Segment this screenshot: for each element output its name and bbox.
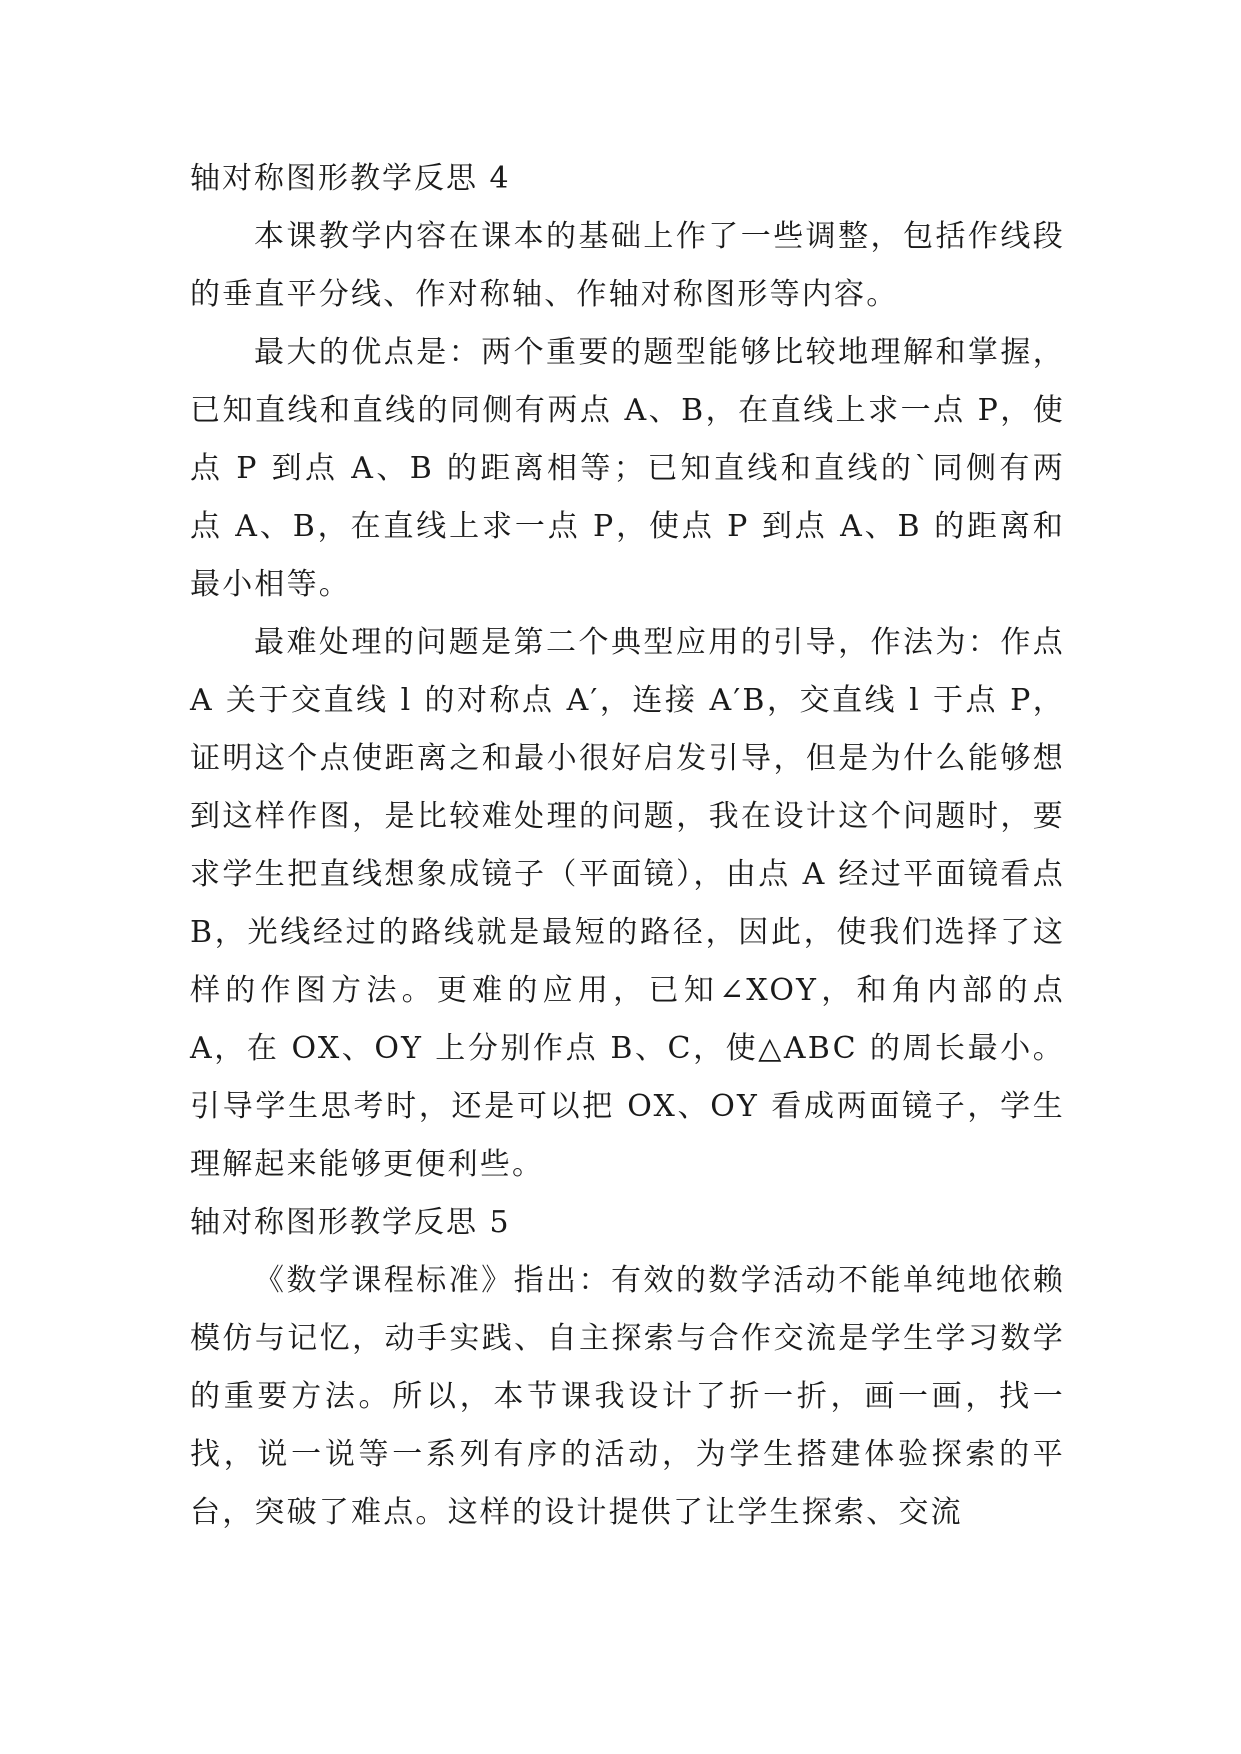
paragraph: 《数学课程标准》指出：有效的数学活动不能单纯地依赖模仿与记忆，动手实践、自主探索与合作交流是学生学习数学的重要方法。所以，本节课我设计了折一折，画一画，找一找，说一说等一系列有序的活动，为学生搭建体验探索的平台，突破了难点。这样的设计提供了让学生探索、交流 (190, 1263, 1065, 1530)
section-heading: 轴对称图形教学反思 4 (190, 161, 511, 196)
paragraph: 本课教学内容在课本的基础上作了一些调整，包括作线段的垂直平分线、作对称轴、作轴对称图形等内容。 (190, 219, 1065, 312)
section-heading: 轴对称图形教学反思 5 (190, 1205, 511, 1240)
paragraph: 最难处理的问题是第二个典型应用的引导，作法为：作点 A 关于交直线 l 的对称点 A′，连接 A′B，交直线 l 于点 P，证明这个点使距离之和最小很好启发引导，但是为什么能够想到这样作图，是比较难处理的问题，我在设计这个问题时，要求学生把直线想象成镜子（平面镜），由点 A 经过平面镜看点 B，光线经过的路线就是最短的路径，因此，使我们选择了这样的作图方法。更难的应用，已知∠XOY，和角内部的点 A，在 OX、OY 上分别作点 B、C，使△ABC 的周长最小。引导学生思考时，还是可以把 OX、OY 看成两面镜子，学生理解起来能够更便利些。 (190, 625, 1065, 1182)
document-body (190, 150, 1065, 1542)
paragraph: 最大的优点是：两个重要的题型能够比较地理解和掌握，已知直线和直线的同侧有两点 A、B，在直线上求一点 P，使点 P 到点 A、B 的距离相等；已知直线和直线的`同侧有两点 A、B，在直线上求一点 P，使点 P 到点 A、B 的距离和最小相等。 (190, 335, 1065, 602)
